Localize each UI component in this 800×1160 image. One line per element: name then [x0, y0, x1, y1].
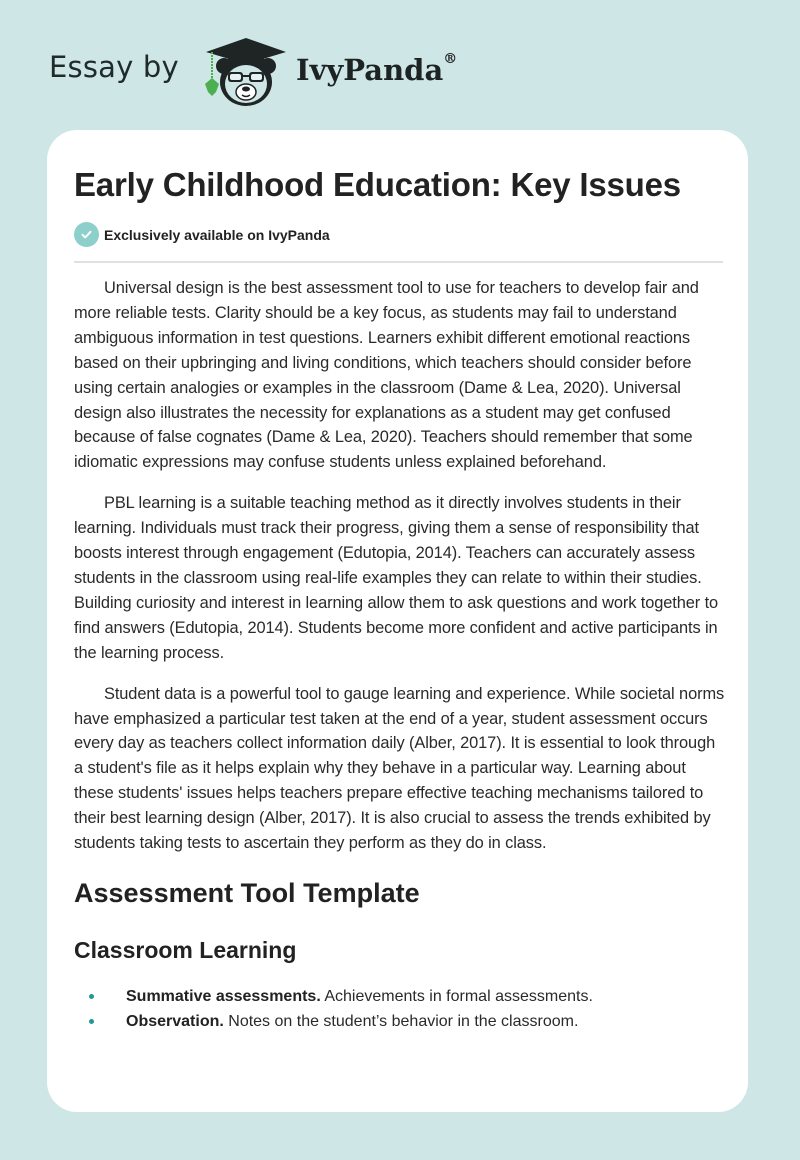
bullet-list [74, 984, 726, 1034]
exclusive-badge [74, 222, 330, 247]
subsection-heading: Classroom Learning [74, 936, 297, 963]
list-item [74, 984, 726, 1009]
page-title: Early Childhood Education: Key Issues [74, 166, 681, 203]
bullet-dot-icon [89, 1019, 94, 1024]
paragraph: Universal design is the best assessment tool to use for teachers to develop fair and more reliable tests. Clarity should be a key focus, as students may fail to understand ambiguous information in test questions. Learners exhibit different emotional reactions based on their upbringing and living conditions, which teachers should consider before using certain analogies or examples in the classroom (Dame & Lea, 2020). Universal design also illustrates the necessity for explanations as a student may get confused because of false cognates (Dame & Lea, 2020). Teachers should remember that some idiomatic expressions may confuse students unless explained beforehand. [74, 279, 699, 472]
list-item-term: Observation. [126, 1012, 224, 1030]
bullet-dot-icon [89, 994, 94, 999]
list-item-text: Notes on the student’s behavior in the classroom. [223, 1012, 579, 1030]
essay-body [74, 276, 726, 1034]
essay-card [47, 130, 748, 1112]
panda-graduation-cap-icon[interactable] [200, 34, 292, 110]
registered-mark: ® [443, 51, 458, 68]
paragraph: Student data is a powerful tool to gauge learning and experience. While societal norms have emphasized a particular test taken at the end of a year, student assessment occurs every day as teachers collect information daily (Alber, 2017). It is essential to look through a student's file as it helps explain why they behave in a particular way. Learning about these students' issues helps teachers prepare effective teaching mechanisms tailored to their best learning design (Alber, 2017). It is also crucial to assess the trends exhibited by students taking tests to ascertain they perform as they do in class. [74, 684, 725, 853]
essay-by-label: Essay by [49, 50, 179, 84]
site-header [0, 0, 800, 130]
list-item-text: Achievements in formal assessments. [320, 987, 593, 1005]
section-heading: Assessment Tool Template [74, 877, 420, 908]
list-item-term: Summative assessments. [126, 987, 321, 1005]
list-item [74, 1009, 726, 1034]
check-circle-icon [74, 222, 99, 247]
brand-logo[interactable] [296, 53, 457, 87]
divider [74, 261, 723, 263]
brand-name: IvyPanda [296, 53, 444, 87]
exclusive-badge-text: Exclusively available on IvyPanda [104, 226, 330, 243]
paragraph: PBL learning is a suitable teaching method as it directly involves students in their learning. Individuals must track their progress, giving them a sense of responsibility that boosts interest through engagement (Edutopia, 2014). Teachers can accurately assess students in the classroom using real-life examples they can relate to within their studies. Building curiosity and interest in learning allow them to ask questions and work together to find answers (Edutopia, 2014). Students become more confident and active participants in the learning process. [74, 494, 719, 662]
